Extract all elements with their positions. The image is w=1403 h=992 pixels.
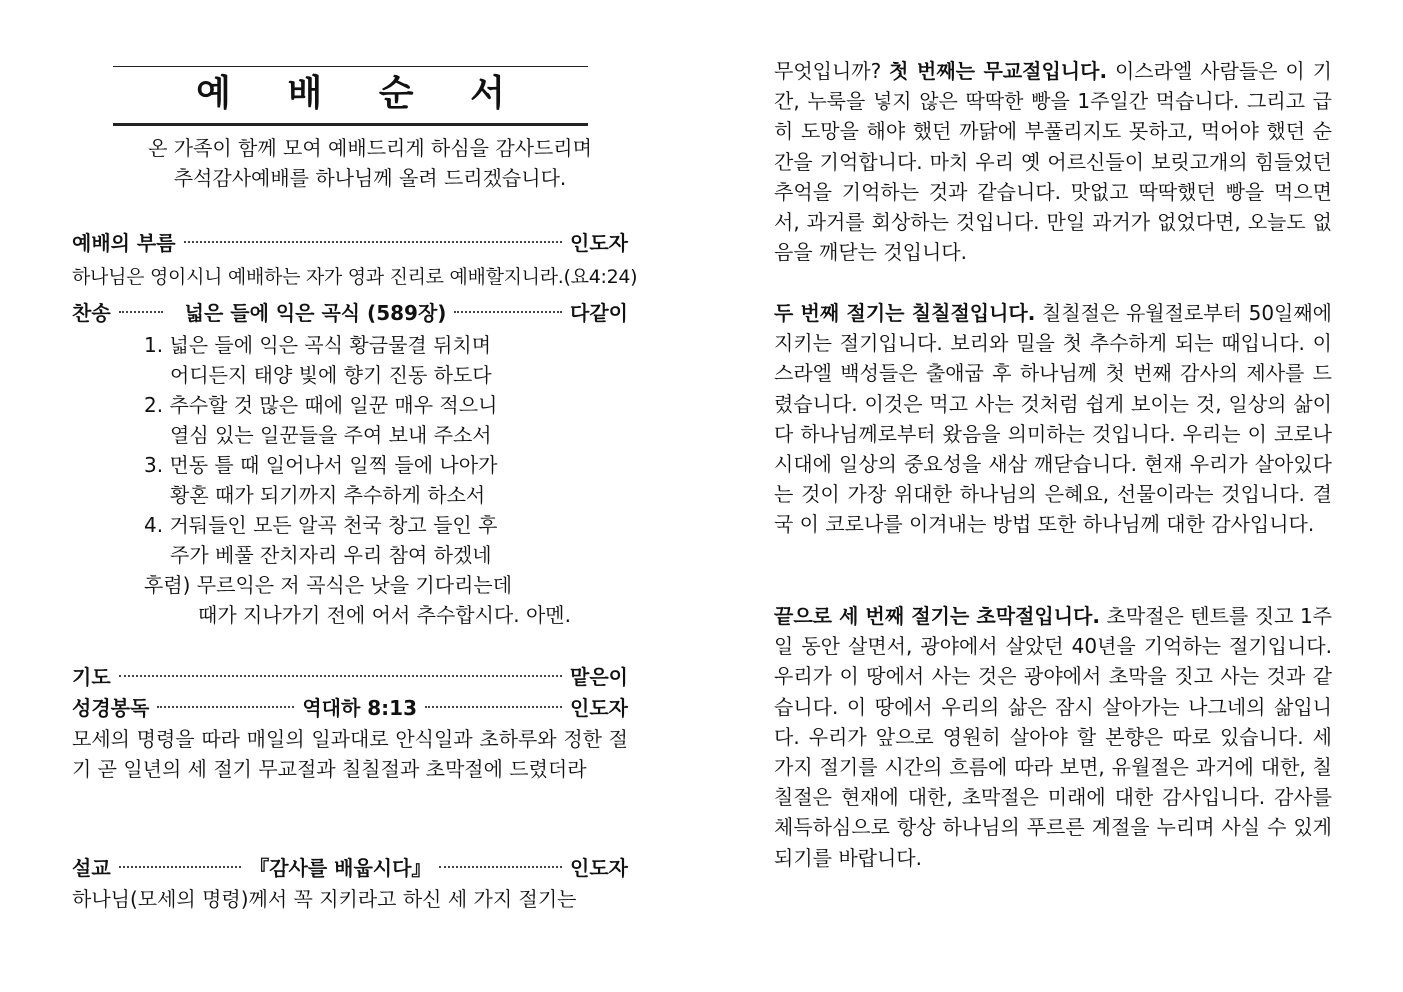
- leader-dots: [119, 675, 562, 677]
- title-block: [113, 66, 588, 126]
- prayer-leader: 맡은이: [570, 665, 628, 689]
- sermon-text: 하나님(모세의 명령)께서 꼭 지키라고 하신 세 가지 절기는: [72, 887, 577, 911]
- hymn-line: 4. 거둬들인 모든 알곡 천국 창고 들인 후: [144, 513, 498, 537]
- hymn-refrain: 후렴) 무르익은 저 곡식은 낫을 기다리는데: [144, 573, 513, 597]
- call-to-worship-label: 예배의 부름: [72, 231, 176, 255]
- hymn-line: 어디든지 태양 빛에 향기 진동 하도다: [170, 363, 492, 387]
- prayer-row: [72, 662, 628, 692]
- paragraph-heading: 첫 번째는 무교절입니다.: [889, 59, 1108, 83]
- intro-line-1: 온 가족이 함께 모여 예배드리게 하심을 감사드리며: [148, 136, 592, 160]
- hymn-line: 2. 추수할 것 많은 때에 일꾼 매우 적으니: [144, 393, 498, 417]
- scripture-reference: 역대하 8:13: [302, 696, 417, 720]
- hymn-title: 넓은 들에 익은 곡식 (589장): [184, 301, 447, 325]
- paragraph-heading: 두 번째 절기는 칠칠절입니다.: [774, 301, 1036, 325]
- hymn-line: 황혼 때가 되기까지 추수하게 하소서: [170, 483, 486, 507]
- scripture-leader: 인도자: [570, 696, 629, 720]
- intro-line-2: 추석감사예배를 하나님께 올려 드리겠습니다.: [173, 166, 567, 190]
- title-top-rule: [113, 66, 588, 67]
- leader-dots: [454, 311, 562, 313]
- sermon-paragraph-1: [774, 56, 1332, 267]
- leader-dots: [439, 866, 562, 868]
- sermon-row: [72, 853, 628, 883]
- hymn-label: 찬송: [72, 301, 111, 325]
- prayer-label: 기도: [72, 665, 111, 689]
- leader-dots: [119, 866, 242, 868]
- paragraph-text: 초막절은 텐트를 짓고 1주일 동안 살면서, 광야에서 살았던 40년을 기억하는 절기입니다. 우리가 이 땅에서 사는 것은 광야에서 초막을 짓고 사는 것과 같습니다. 이 땅에서 우리의 삶은 잠시 살아가는 나그네의 삶입니다. 우리가 앞으로 영원히 살아야 할 본향은 따로 있습니다. 세 가지 절기를 시간의 흐름에 따라 보면, 유월절은 과거에 대한, 칠칠절은 현재에 대한, 초막절은 미래에 대한 감사입니다. 감사를 체득하심으로 항상 하나님의 푸르른 계절을 누리며 사실 수 있게 되기를 바랍니다.: [774, 604, 1333, 870]
- hymn-lyrics: [72, 330, 632, 630]
- call-to-worship-leader: 인도자: [570, 231, 628, 255]
- hymn-line: 열심 있는 일꾼들을 주여 보내 주소서: [170, 423, 492, 447]
- sermon-title: 『감사를 배웁시다』: [249, 856, 432, 880]
- leader-dots: [157, 706, 294, 708]
- intro-text: [72, 133, 668, 193]
- call-to-worship-verse: 하나님은 영이시니 예배하는 자가 영과 진리로 예배할지니라.(요4:24): [72, 266, 638, 288]
- leader-dots: [184, 241, 562, 243]
- sermon-paragraph-3: [774, 601, 1332, 873]
- hymn-line: 3. 먼동 틀 때 일어나서 일찍 들에 나아가: [144, 453, 498, 477]
- scripture-text: 모세의 명령을 따라 매일의 일과대로 안식일과 초하루와 정한 절기 곧 일년의 세 절기 무교절과 칠칠절과 초막절에 드렸더라: [72, 727, 628, 781]
- page-title: 예 배 순 서: [196, 73, 527, 114]
- paragraph-heading: 끝으로 세 번째 절기는 초막절입니다.: [774, 604, 1100, 628]
- title-bottom-rule: [113, 123, 588, 126]
- sermon-leader: 인도자: [570, 856, 628, 880]
- call-to-worship-row: [72, 228, 628, 258]
- leader-dots: [119, 311, 163, 313]
- scripture-label: 성경봉독: [72, 696, 150, 720]
- paragraph-text: 칠칠절은 유월절로부터 50일째에 지키는 절기입니다. 보리와 밀을 첫 추수하게 되는 때입니다. 이스라엘 백성들은 출애굽 후 하나님께 첫 번째 감사의 제사를 드렸습니다. 이것은 먹고 사는 것처럼 쉽게 보이는 것, 일상의 삶이 다 하나님께로부터 왔음을 의미하는 것입니다. 우리는 이 코로나 시대에 일상의 중요성을 새삼 깨닫습니다. 현재 우리가 살아있다는 것이 가장 위대한 하나님의 은혜요, 선물이라는 것입니다. 결국 이 코로나를 이겨내는 방법 또한 하나님께 대한 감사입니다.: [774, 301, 1333, 537]
- paragraph-text: 이스라엘 사람들은 이 기간, 누룩을 넣지 않은 딱딱한 빵을 1주일간 먹습니다. 그리고 급히 도망을 해야 했던 까닭에 부풀리지도 못하고, 먹어야 했던 순간을 기억합니다. 마치 우리 옛 어르신들이 보릿고개의 힘들었던 추억을 기억하는 것과 같습니다. 맛없고 딱딱했던 빵을 먹으면서, 과거를 회상하는 것입니다. 만일 과거가 없었다면, 오늘도 없음을 깨닫는 것입니다.: [774, 59, 1332, 265]
- leader-dots: [425, 706, 562, 708]
- sermon-label: 설교: [72, 856, 111, 880]
- sermon-paragraph-2: [774, 298, 1332, 540]
- hymn-line: 주가 베풀 잔치자리 우리 참여 하겠네: [170, 543, 492, 567]
- hymn-line: 1. 넓은 들에 익은 곡식 황금물결 뒤치며: [144, 333, 492, 357]
- scripture-row: [72, 693, 628, 723]
- paragraph-text: 무엇입니까?: [774, 59, 890, 83]
- hymn-row: [72, 298, 628, 328]
- hymn-refrain: 때가 지나가기 전에 어서 추수합시다. 아멘.: [198, 603, 571, 627]
- hymn-leader: 다같이: [570, 301, 628, 325]
